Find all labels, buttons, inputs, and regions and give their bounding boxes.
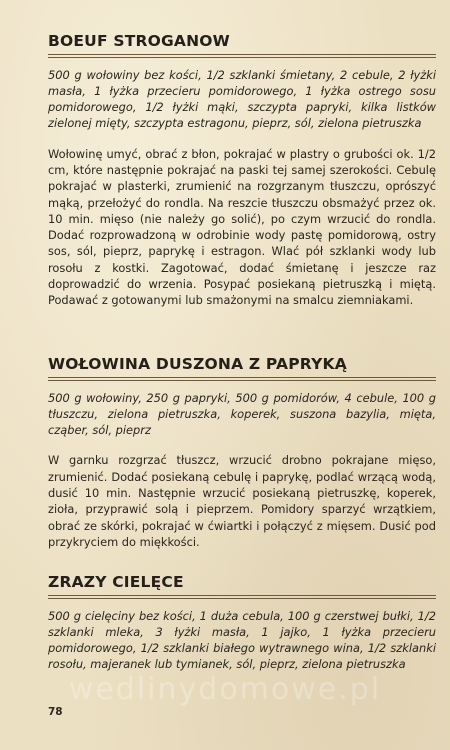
recipe-ingredients: 500 g cielęciny bez kości, 1 duża cebula, 100 g czerstwej bułki, 1/2 szklanki mleka, 3 łyżki masła, 1 jajko, 1 łyżka przecieru pomidorowego, 1/2 szklanki białego wytrawnego wina, 1/2 szklanki rosołu, majeranek lub tymianek, sól, pieprz, zielona pietruszka	[48, 608, 436, 672]
title-underline	[48, 54, 436, 58]
recipe-title: BOEUF STROGANOW	[48, 32, 230, 50]
recipe-ingredients: 500 g wołowiny, 250 g papryki, 500 g pomidorów, 4 cebule, 100 g tłuszczu, zielona pietruszka, koperek, suszona bazylia, mięta, cząber, sól, pieprz	[48, 390, 436, 438]
recipe-wolowina-duszona	[48, 355, 436, 562]
recipe-ingredients: 500 g wołowiny bez kości, 1/2 szklanki śmietany, 2 cebule, 2 łyżki masła, 1 łyżka przecieru pomidorowego, 1 łyżka ostrego sosu pomidorowego, 1/2 łyżki mąki, szczypta papryki, kilka listków zielonej mięty, szczypta estragonu, pieprz, sól, zielona pietruszka	[48, 67, 436, 131]
recipe-method: W garnku rozgrzać tłuszcz, wrzucić drobno pokrajane mięso, zrumienić. Dodać posiekaną cebulę i paprykę, podlać wrzącą wodą, dusić 10 min. Następnie wrzucić posiekaną pietruszkę, koperek, zioła, przyprawić solą i pieprzem. Pomidory sparzyć wrzątkiem, obrać ze skórki, pokrajać w ćwiartki i połączyć z mięsem. Dusić pod przykryciem do miękkości.	[48, 453, 436, 549]
recipe-title: WOŁOWINA DUSZONA Z PAPRYKĄ	[48, 355, 347, 373]
title-underline	[48, 595, 436, 599]
site-watermark: wedlinydomowe.pl	[68, 672, 382, 707]
recipe-zrazy-cielece	[48, 573, 436, 684]
recipe-boeuf-stroganow	[48, 32, 436, 320]
title-underline	[48, 377, 436, 381]
page-number: 78	[48, 706, 63, 718]
recipe-method: Wołowinę umyć, obrać z błon, pokrajać w plastry o grubości ok. 1/2 cm, które następnie pokrajać na paski tej samej szerokości. Cebulę pokrajać w plasterki, zrumienić na rozgrzanym tłuszczu, oprószyć mąką, przełożyć do rondla. Na reszcie tłuszczu obsmażyć przez ok. 10 min. mięso (nie należy go solić), po czym wrzucić do rondla. Dodać rozprowadzoną w odrobinie wody pastę pomidorową, ostry sos, sól, pieprz, paprykę i estragon. Wlać pół szklanki wody lub rosołu z kostki. Zagotować, dodać śmietanę i jeszcze raz doprowadzić do wrzenia. Posypać posiekaną pietruszką i miętą. Podawać z gotowanymi lub smażonymi na smalcu ziemniakami.	[48, 146, 436, 308]
recipe-title: ZRAZY CIELĘCE	[48, 573, 184, 591]
